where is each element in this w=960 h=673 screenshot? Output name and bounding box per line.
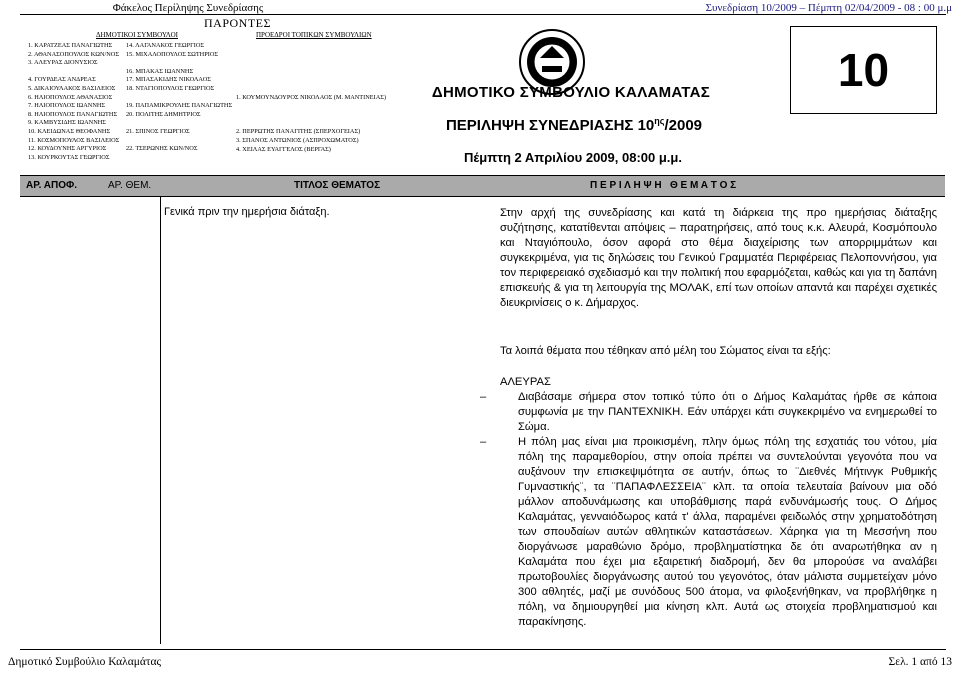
speaker-points-list: [480, 390, 937, 630]
attendee-name: [236, 111, 386, 120]
attendee-name: 10. ΚΛΕΙΔΩΝΑΣ ΘΕΟΦΑΝΗΣ: [28, 127, 111, 135]
attendee-name: [126, 137, 232, 146]
attendee-name: 6. ΗΛΙΟΠΟΥΛΟΣ ΑΘΑΝΑΣΙΟΣ: [28, 93, 113, 101]
attendee-name: 4. ΓΟΥΡΔΕΑΣ ΑΝΔΡΕΑΣ: [28, 76, 96, 84]
header-topic-title: ΤΙΤΛΟΣ ΘΕΜΑΤΟΣ: [294, 180, 381, 191]
council-title: ΔΗΜΟΤΙΚΟ ΣΥΜΒΟΥΛΙΟ ΚΑΛΑΜΑΤΑΣ: [431, 84, 711, 101]
attendee-name: 16. ΜΠΑΚΑΣ ΙΩΑΝΝΗΣ: [126, 67, 194, 75]
attendee-name: 3. ΣΠΑΝΟΣ ΑΝΤΩΝΙΟΣ (ΑΣΠΡΟΧΩΜΑΤΟΣ): [236, 136, 359, 144]
attendee-name: [28, 68, 119, 77]
header-item-number: ΑΡ. ΘΕΜ.: [108, 180, 152, 191]
attendee-name: 4. ΧΕΙΛΑΣ ΕΥΑΓΓΕΛΟΣ (ΒΕΡΓΑΣ): [236, 145, 331, 153]
attendee-name: 7. ΗΛΙΟΠΟΥΛΟΣ ΙΩΑΝΝΗΣ: [28, 102, 106, 110]
attendee-name: 13. ΚΟΥΡΚΟΥΤΑΣ ΓΕΩΡΓΙΟΣ: [28, 153, 110, 161]
list-item: – Διαβάσαμε σήμερα στον τοπικό τύπο ότι ο Δήμος Καλαμάτας ήρθε σε κάποια συμφωνία με την ΠΑΝΤΕΧΝΙΚΗ. Εάν υπάρχει κάτι συγκεκριμένο να ενημερωθεί το Σώμα.: [480, 390, 937, 435]
attendee-name: 12. ΚΟΥΔΟΥΝΗΣ ΑΡΓΥΡΙΟΣ: [28, 145, 107, 153]
local-presidents-title: ΠΡΟΕΔΡΟΙ ΤΟΠΙΚΩΝ ΣΥΜΒΟΥΛΙΩΝ: [256, 31, 372, 39]
header-folder-title: Φάκελος Περίληψης Συνεδρίασης: [112, 2, 264, 14]
summary-paragraph-intro: Στην αρχή της συνεδρίασης και κατά τη διάρκεια της προ ημερήσιας διάταξης συζήτησης, κατατίθενται απόψεις – παρατηρήσεις, από τους κ.κ. Αλευρά, Κοσμόπουλο και Νταγιόπουλο, όσον αφορά στο θέμα διαχείρισης των απορριμμάτων και συγκεκριμένα, για τις δηλώσεις του Γενικού Γραμματέα Περιφέρειας Πελοποννήσου, για τον περιφερειακό σχεδιασμό και την πολιτική που εφαρμόζεται, καθώς και για τη δαπάνη επισκευής & για τη λειτουργία της ΜΟΛΑΚ, επί των οποίων απαντά και παρέχει σχετικές διευκρινίσεις ο κ. Δήμαρχος.: [500, 207, 937, 309]
attendee-name: 15. ΜΙΧΑΛΟΠΟΥΛΟΣ ΣΩΤΗΡΙΟΣ: [126, 50, 219, 58]
attendee-name: 11. ΚΟΣΜΟΠΟΥΛΟΣ ΒΑΣΙΛΕΙΟΣ: [28, 136, 120, 144]
attendee-name: 18. ΝΤΑΓΙΟΠΟΥΛΟΣ ΓΕΩΡΓΙΟΣ: [126, 84, 215, 92]
table-header-bar: [20, 175, 945, 197]
attendee-name: 22. ΤΣΕΡΩΝΗΣ ΚΩΝ/ΝΟΣ: [126, 145, 198, 153]
councillors-list-1: [28, 42, 119, 162]
header-session-info: Συνεδρίαση 10/2009 – Πέμπτη 02/04/2009 - 08 : 00 μ.μ: [705, 2, 952, 14]
session-summary-title: ΠΕΡΙΛΗΨΗ ΣΥΝΕΔΡΙΑΣΗΣ $10^{\eta\varsigma}/2009$: [445, 116, 703, 134]
attendee-name: 5. ΔΙΚΑΙΟΥΛΑΚΟΣ ΒΑΣΙΛΕΙΟΣ: [28, 84, 116, 92]
attendee-name: 1. ΚΑΡΑΤΖΕΑΣ ΠΑΝΑΓΙΩΤΗΣ: [28, 42, 113, 49]
attendee-name: 2. ΠΕΡΡΩΤΗΣ ΠΑΝΑΓΙΤΗΣ (ΣΠΕΡΧΟΓΕΙΑΣ): [236, 128, 361, 136]
header-decision-number: ΑΡ. ΑΠΟΦ.: [26, 180, 78, 191]
column-divider: [160, 196, 161, 644]
header-divider: [20, 14, 946, 15]
attendee-name: [236, 120, 386, 129]
session-number-box: 10: [790, 26, 937, 114]
attendee-name: 1. ΚΟΥΜΟΥΝΔΟΥΡΟΣ ΝΙΚΟΛΑΟΣ (Μ. ΜΑΝΤΙΝΕΙΑΣ): [236, 94, 387, 101]
session-date: Πέμπτη 2 Απριλίου 2009, 08:00 μ.μ.: [464, 150, 682, 165]
list-item: – Η πόλη μας είναι μια προικισμένη, πλην όμως πόλη της εσχατιάς του νότου, μία πόλη της παραμεθορίου, στην οποία πρέπει να συντελούνται γεγονότα που να αυξάνουν την επισκεψιμότητα σε αυτήν, όπως το ¨Διεθνές Μήτινγκ Ρυθμικής Γυμναστικής¨, τα ¨ΠΑΠΑΦΛΕΣΣΕΙΑ¨ κλπ. τα οποία τελευταία βαίνουν μια οδό μάλλον αποδυνάμωσης και υποβάθμισης παρά ενδυνάμωσής τους. Ο Δήμος Καλαμάτας, γενναιόδωρος κατά τ' άλλα, παραμένει φειδωλός στην χρηματοδότηση των σπουδαίων αυτών αθλητικών καταστάσεων. Χάρηκα για τη Μεσσήνη που διοργάνωσε μαραθώνιο δρόμο, προβληματίστηκα δε ότι αναρωτήθηκα αν η Καλαμάτα που έχει μια εξαιρετική διαδρομή, δεν θα μπορούσε να αναλάβει πρωτοβουλίες διοργάνωσης αυτού του γεγονότος, όταν μάλιστα συμμετείχαν μόνο 300 αθλητές, μαζί με συνόδους 500 άτομα, να φιλοξενήθηκαν, να προβλήθηκε η πόλη, να δημιουργηθεί μια κίνηση κλπ. Αυτά ως στοιχεία προβληματισμού και παρακίνησης.: [480, 435, 937, 630]
footer-council-name: Δημοτικό Συμβούλιο Καλαμάτας: [8, 656, 162, 668]
header-topic-summary: Π Ε Ρ Ι Λ Η Ψ Η Θ Ε Μ Α Τ Ο Σ: [590, 180, 737, 191]
footer-divider: [20, 649, 946, 650]
attendee-name: 2. ΑΘΑΝΑΣΟΠΟΥΛΟΣ ΚΩΝ/ΝΟΣ: [28, 50, 120, 58]
councillors-list-2: [126, 42, 232, 154]
attendee-name: 17. ΜΠΑΣΑΚΙΔΗΣ ΝΙΚΟΛΑΟΣ: [126, 76, 211, 84]
attendee-name: 21. ΣΠΙΝΟΣ ΓΕΩΡΓΙΟΣ: [126, 127, 190, 135]
attendee-name: 8. ΗΛΙΟΠΟΥΛΟΣ ΠΑΝΑΓΙΩΤΗΣ: [28, 110, 118, 118]
present-title: ΠΑΡΟΝΤΕΣ: [204, 16, 271, 30]
speaker-name: ΑΛΕΥΡΑΣ: [500, 376, 551, 388]
attendee-name: 20. ΠΟΛΙΤΗΣ ΔΗΜΗΤΡΙΟΣ: [126, 110, 201, 118]
attendee-name: 14. ΛΑΓΑΝΑΚΟΣ ΓΕΩΡΓΙΟΣ: [126, 42, 205, 49]
attendee-name: [236, 103, 386, 112]
summary-paragraph-other-topics: Τα λοιπά θέματα που τέθηκαν από μέλη του Σώματος είναι τα εξής:: [500, 345, 831, 357]
footer-page-number: Σελ. 1 από 13: [888, 656, 952, 668]
attendee-name: 3. ΑΛΕΥΡΑΣ ΔΙΟΝΥΣΙΟΣ: [28, 59, 98, 67]
topic-title: Γενικά πριν την ημερήσια διάταξη.: [164, 206, 330, 218]
attendee-name: [126, 94, 232, 103]
councillors-title: ΔΗΜΟΤΙΚΟΙ ΣΥΜΒΟΥΛΟΙ: [96, 31, 178, 39]
local-presidents-list: [236, 94, 386, 154]
attendee-name: [126, 59, 232, 68]
attendee-name: 19. ΠΑΠΑΜΙΚΡΟΥΛΗΣ ΠΑΝΑΓΙΩΤΗΣ: [126, 102, 233, 110]
attendee-name: 9. ΚΑΜΒΥΣΙΔΗΣ ΙΩΑΝΝΗΣ: [28, 119, 106, 127]
attendee-name: [126, 119, 232, 128]
